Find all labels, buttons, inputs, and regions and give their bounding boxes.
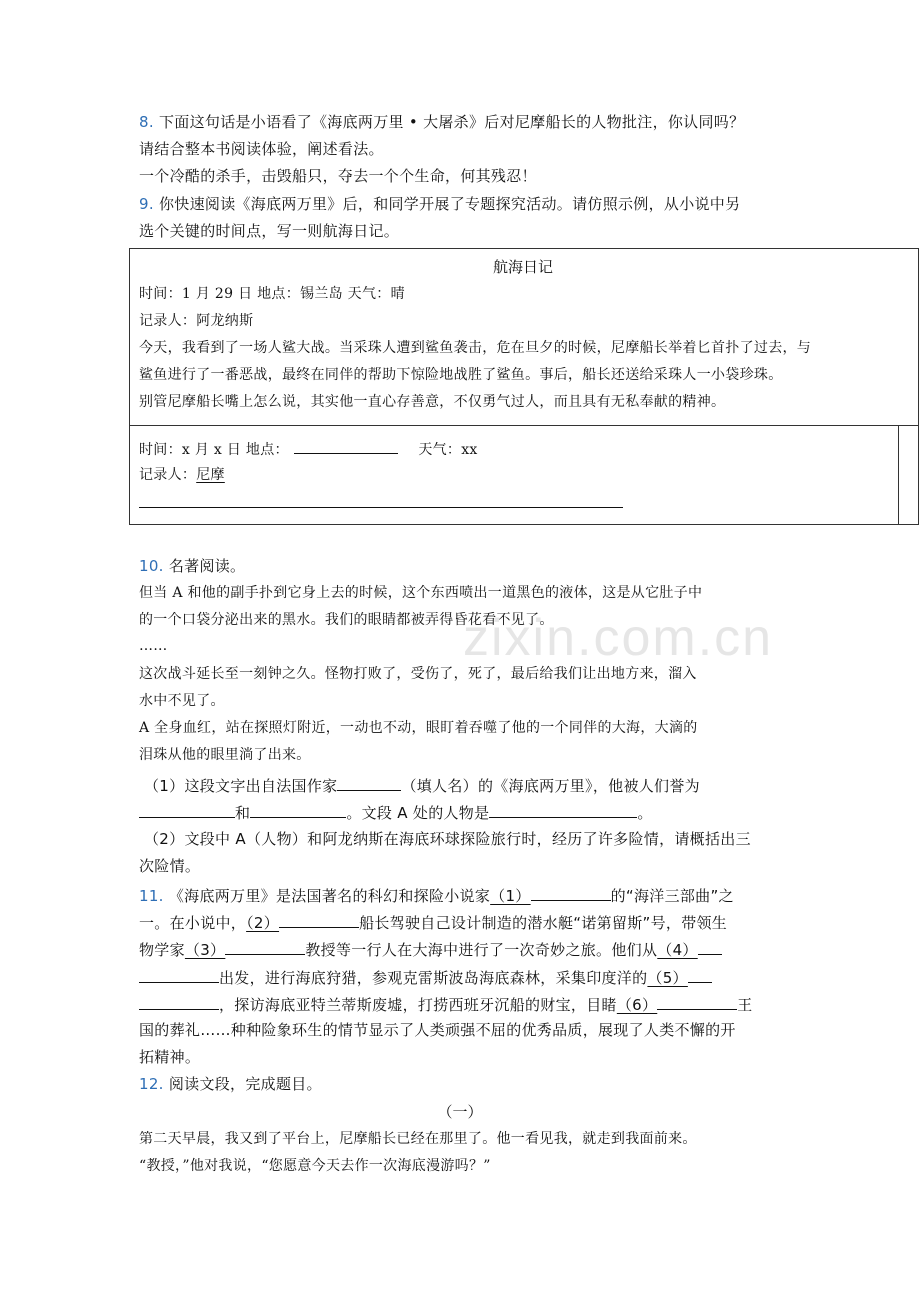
q11-line7: 拓精神。 [139, 1048, 201, 1066]
q11-blank4-label: （4） [657, 941, 698, 959]
q11-blank1-label: （1） [490, 887, 531, 905]
answer-location-blank[interactable] [294, 437, 398, 454]
q11-text5a: ，探访海底亚特兰蒂斯废墟，打捞西班牙沉船的财宝，目睹 [219, 996, 617, 1014]
q10-sub1-text-e: 。 [637, 804, 653, 822]
q9-line2: 选个关键的时间点，写一则航海日记。 [139, 222, 400, 240]
q8-line3: 一个冷酷的杀手，击毁船只，夺去一个个生命，何其残忍！ [139, 167, 537, 185]
q11-text2b: 船长驾驶自己设计制造的潜水艇“诺第留斯”号，带领生 [359, 914, 728, 932]
q10-p4: 水中不见了。 [139, 693, 225, 709]
q10-sub2-line2: 次险情。 [139, 857, 201, 875]
q11-text1b: 的“海洋三部曲”之 [610, 887, 734, 905]
q11-line6: 国的葬礼……种种险象环生的情节显示了人类顽强不屈的优秀品质，展现了人类不懈的开 [139, 1021, 736, 1039]
q11-text3a: 物学家 [139, 941, 185, 959]
answer-recorder-value: 尼摩 [196, 467, 225, 483]
q11-blank5[interactable] [139, 993, 219, 1010]
q11-text1a: 《海底两万里》是法国著名的科幻和探险小说家 [168, 887, 491, 905]
q11-text4: 出发，进行海底狩猎，参观克雷斯波岛海底森林，采集印度洋的 [219, 969, 648, 987]
q11-blank3[interactable] [225, 938, 305, 955]
q12-title: 阅读文段，完成题目。 [168, 1075, 322, 1093]
answer-meta-line [139, 437, 478, 460]
q11-blank2-label: （2） [246, 914, 280, 932]
q10-p5: A 全身血红，站在探照灯附近，一动也不动，眼盯着吞噬了他的一个同伴的大海，大滴的 [139, 720, 698, 736]
watermark: zixin.com.cn [463, 609, 774, 667]
q10-p2: 的一个口袋分泌出来的黑水。我们的眼睛都被弄得昏花看不见了。 [139, 612, 554, 628]
q11-blank2[interactable] [279, 911, 359, 928]
q8-line1 [139, 112, 744, 132]
q11-number: 11. [139, 887, 164, 905]
diary-body3: 别管尼摩船长嘴上怎么说，其实他一直心存善意，不仅勇气过人，而且具有无私奉献的精神。 [139, 394, 726, 410]
q11-blank3-label: （3） [184, 941, 226, 959]
diary-title: 航海日记 [492, 258, 553, 276]
q11-line5 [139, 993, 753, 1015]
q11-text2a: 一。在小说中， [139, 914, 247, 932]
q10-sub1-line2 [139, 801, 653, 823]
q10-sub1-text-d: 。文段 A 处的人物是 [346, 804, 490, 822]
q11-line1 [139, 884, 734, 906]
q11-blank5-tail[interactable] [688, 966, 712, 983]
q10-title-line [139, 556, 245, 576]
q10-p3: 这次战斗延长至一刻钟之久。怪物打败了，受伤了，死了，最后给我们让出地方来，溜入 [139, 666, 697, 682]
diary-body1: 今天，我看到了一场人鲨大战。当采珠人遭到鲨鱼袭击，危在旦夕的时候，尼摩船长举着匕首扑了过去，与 [139, 340, 812, 356]
q11-blank6-label: （6） [616, 996, 658, 1014]
q9-line1 [139, 194, 740, 214]
q12-p1: 第二天早晨，我又到了平台上，尼摩船长已经在那里了。他一看见我，就走到我面前来。 [139, 1131, 697, 1147]
q10-p6: 泪珠从他的眼里淌了出来。 [139, 747, 311, 763]
q11-blank4-tail[interactable] [698, 938, 722, 955]
q10-sub2-line1: （2）文段中 A（人物）和阿龙纳斯在海底环球探险旅行时，经历了许多险情，请概括出三 [144, 830, 751, 848]
q11-line3 [139, 938, 722, 960]
q10-title1-blank[interactable] [139, 801, 235, 818]
q10-sub1-text-b: （填人名）的《海底两万里》，他被人们誉为 [401, 777, 700, 795]
q10-p1: 但当 A 和他的副手扑到它身上去的时候，这个东西喷出一道黑色的液体，这是从它肚子中 [139, 585, 703, 601]
q8-text1: 下面这句话是小语看了《海底两万里 • 大屠杀》后对尼摩船长的人物批注，你认同吗？ [159, 113, 745, 131]
diary-recorder: 记录人：阿龙纳斯 [139, 313, 254, 329]
q10-sub1-text-a: （1）这段文字出自法国作家 [144, 777, 338, 795]
q11-blank5-label: （5） [647, 969, 688, 987]
q9-number: 9. [139, 195, 154, 213]
q8-line2: 请结合整本书阅读体验，阐述看法。 [139, 140, 384, 158]
q12-number: 12. [139, 1075, 164, 1093]
answer-recorder-line [139, 465, 225, 485]
answer-writing-line[interactable] [139, 507, 623, 508]
answer-time: 时间：x 月 x 日 地点： [139, 442, 289, 458]
diary-body2: 鲨鱼进行了一番恶战，最终在同伴的帮助下惊险地战胜了鲨鱼。事后，船长还送给采珠人一小袋珍珠。 [139, 367, 783, 383]
q11-text3b: 教授等一行人在大海中进行了一次奇妙之旅。他们从 [305, 941, 658, 959]
q11-text5b: 王 [737, 996, 753, 1014]
q12-section: （一） [437, 1103, 483, 1121]
q10-sub1-text-c: 和 [235, 804, 251, 822]
q10-number: 10. [139, 557, 164, 575]
q8-number: 8. [139, 113, 154, 131]
q11-blank4[interactable] [139, 966, 219, 983]
q11-line2 [139, 911, 727, 933]
q10-sub1-line1 [144, 774, 700, 796]
diary-meta: 时间：1 月 29 日 地点：锡兰岛 天气：晴 [139, 286, 405, 302]
answer-recorder-label: 记录人： [139, 467, 197, 483]
q10-ellipsis: …… [139, 638, 168, 654]
diary-answer-side [898, 425, 919, 525]
q11-blank1[interactable] [531, 884, 611, 901]
q10-author-blank[interactable] [337, 774, 401, 791]
q12-p2: “教授，”他对我说，“您愿意今天去作一次海底漫游吗？” [139, 1158, 491, 1174]
answer-weather: 天气：xx [418, 442, 478, 458]
q12-title-line [139, 1074, 322, 1094]
q10-title2-blank[interactable] [250, 801, 346, 818]
q11-blank6[interactable] [657, 993, 737, 1010]
q10-character-blank[interactable] [489, 801, 637, 818]
q11-line4 [139, 966, 712, 988]
q10-title: 名著阅读。 [168, 557, 246, 575]
q9-text1: 你快速阅读《海底两万里》后，和同学开展了专题探究活动。请仿照示例，从小说中另 [159, 195, 741, 213]
